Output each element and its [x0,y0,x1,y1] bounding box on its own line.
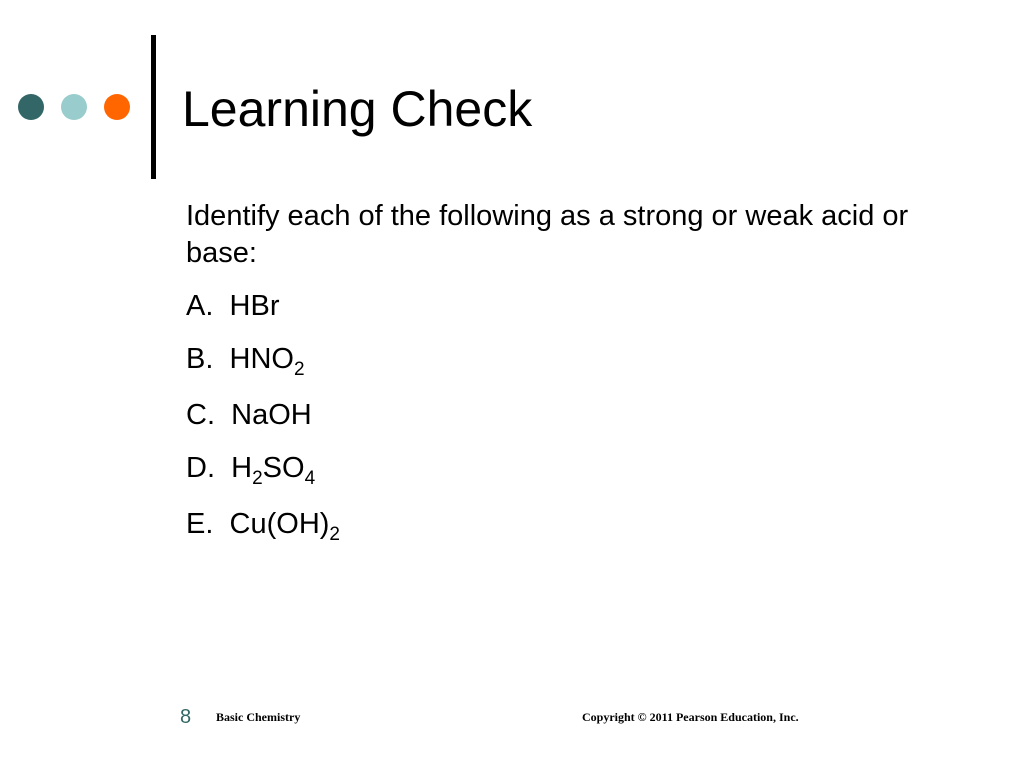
formula-subscript: 4 [304,468,316,489]
list-item-a [186,288,966,325]
item-formula [229,508,340,545]
formula-part: Cu(OH) [229,508,330,540]
slide-body [186,198,966,562]
light-teal-dot-icon [61,94,87,120]
item-letter: E. [186,508,214,540]
slide-title: Learning Check [182,81,533,137]
formula-part: SO [262,452,305,484]
item-letter: B. [186,343,214,375]
item-formula: NaOH [231,399,312,431]
list-item-b [186,341,966,381]
formula-subscript: 2 [329,524,340,545]
item-letter: A. [186,290,214,322]
item-formula [231,452,316,489]
formula-subscript: 2 [252,468,263,489]
dark-teal-dot-icon [18,94,44,120]
item-letter: D. [186,452,215,484]
orange-dot-icon [104,94,130,120]
formula-subscript: 2 [293,359,305,380]
footer-copyright: Copyright © 2011 Pearson Education, Inc. [582,710,799,724]
list-item-e [186,506,966,546]
item-formula: HBr [229,290,280,322]
item-letter: C. [186,399,215,431]
item-formula [229,343,305,380]
formula-part: HNO [229,343,294,375]
list-item-c [186,397,966,434]
question-intro: Identify each of the following as a strong or weak acid or base: [186,200,909,269]
title-divider [151,35,156,179]
formula-part: H [231,452,253,484]
slide-number: 8 [180,706,192,728]
list-item-d [186,450,966,490]
footer-course-title: Basic Chemistry [216,710,301,724]
